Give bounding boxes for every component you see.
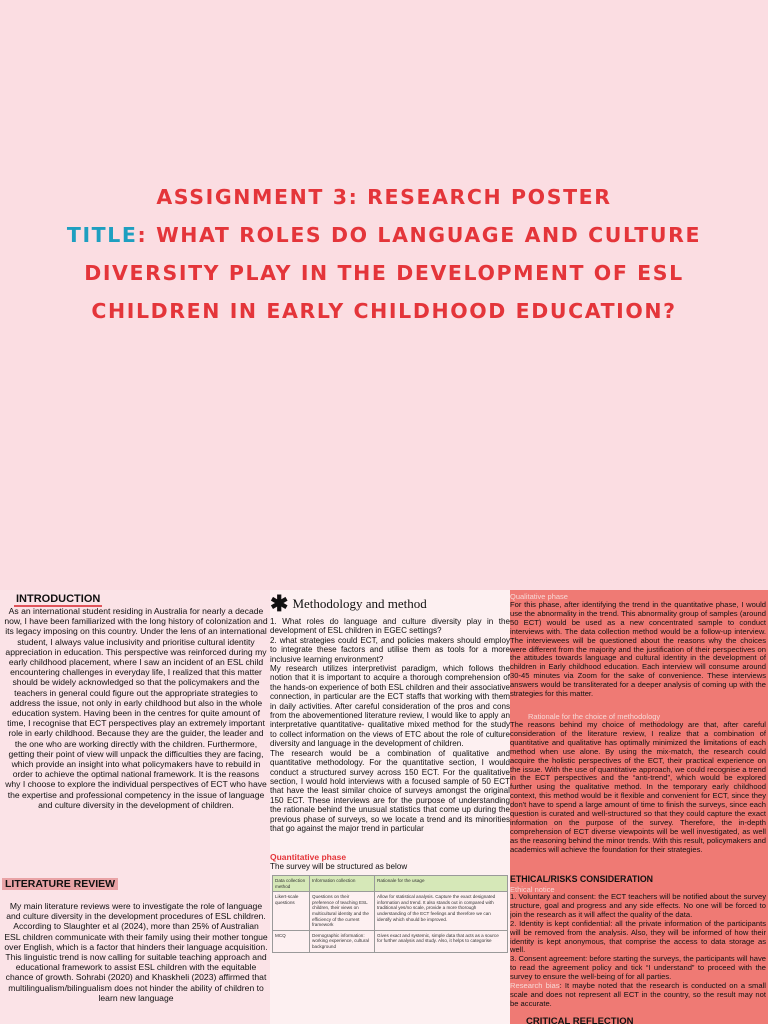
- research-bias: [510, 982, 766, 1009]
- table-row: [273, 892, 508, 931]
- literature-review-text: My main literature reviews were to investigate the role of language and culture diversity in the development procedures of ESL children. According to Slaughter et al (2024), more than 25% of Australian ESL children communicate with their family using their mother tongue over English, which is a factor that hinders their language acquisition. This linguistic trend is now calling for suitable teaching approach and educational framework to assist ESL children with the equitable chance of growth. Sohrabi (2020) and Khaskheli (2023) affirmed that multilingualism/bilingualism does not hinder the ability of children to learn new language: [4, 901, 268, 1003]
- right-column: [510, 590, 768, 1024]
- critical-reflection-heading: CRITICAL REFLECTION: [526, 1016, 634, 1024]
- research-bias-label: Research bias: [510, 981, 560, 991]
- methodology-text: 1. What roles do language and culture diversity play in the development of ESL children in EGEC settings? 2. what strategies could ECT, and policies makers should employ to integrate these factors and utilise them as tools for a more inclusive learning environment? My research utilizes interpretivist paradigm, which follows the notion that it is important to acquire a thorough comprehension of the hands-on experience of both ESL children and their associative connection, in particular are the ECT staffs that working with them in daily activities. After careful consideration of the pros and cons from the abovementioned literature review, I would like to apply an interpretative quantitative- qualitative mixed method for the study to collect information on the views of ETC about the role of culture diversity and language in the development of children. The research would be a combination of qualitative and quantitative methodology. For the quantitative section, I would conduct a structured survey across 150 ECT. For the qualitative section, I would hold interviews with a focused sample of 50 ECT that have the least similar choice of surveys amongst the original 150 ECT. These interviews are for the purpose of understanding the rationale behind the unusual statistics that come up during the previous phase of surveys, so we locate a trend and its minorities that go against the major trend in particular: [270, 617, 510, 833]
- methodology-heading: Methodology and method: [292, 596, 427, 611]
- survey-table: [272, 875, 508, 953]
- ethics-item: 2. Identity is kept confidential: all the private information of the participants will be removed from the analysis. Also, they will be informed of how their identity is kept anonymous, that comprise the access to data storage as well.: [510, 918, 766, 955]
- methodology-header: [270, 591, 427, 616]
- rationale-heading: Rationale for the choice of methodology: [528, 712, 661, 721]
- table-cell: Questions on their preference of teaching ESL children, their views on multicultural identity and the efficiency of the current framework: [310, 892, 375, 931]
- qualitative-text: For this phase, after identifying the trend in the quantitative phase, I would use the abnormality in the trend. This abnormality group of samples (around 50 ECT) would be used as a new concentrated sample to conduct interviews with. The data collection method would be a follow-up interview. The interviewees will be questioned about the reasons why the choices were different from the majority and the justification of their perspectives on the attitudes towards language and cultural identity in the development of children in Early childhood education. Each interview will consume around 30-45 minutes via Zoom for the sake of convenience. These interviews answers would be transliterated for a deeper analysis of coming up with the strategies for this matter.: [510, 600, 766, 699]
- research-question-title: : WHAT ROLES DO LANGUAGE AND CULTURE DIVERSITY PLAY IN THE DEVELOPMENT OF ESL CHILDREN IN EARLY CHILDHOOD EDUCATION?: [84, 223, 702, 323]
- table-row: [273, 930, 508, 952]
- table-cell: Allow for statistical analysis. Capture the exact designated information and trend. It also stands out in compared with traditional yes/no scale, provide a more thorough understanding of the ECT feelings and therefore we can identify which should be improved.: [375, 892, 508, 931]
- middle-column: [270, 590, 510, 1024]
- assignment-label: ASSIGNMENT 3: RESEARCH POSTER: [156, 185, 612, 209]
- table-header-cell: Data collection method: [273, 876, 310, 892]
- table-header-row: [273, 876, 508, 892]
- ethics-list: [510, 893, 766, 1009]
- table-header-cell: Rationale for the usage: [375, 876, 508, 892]
- rationale-text: The reasons behind my choice of methodology are that, after careful consideration of the literature review, I realize that a combination of quantitative and qualitative has optimally minimized the limitations of each method when use alone. By using the mix-match, the research could acquire the holistic perspectives of the ECT, their practical experience on the issue. With the use of quantitative approach, we could recognise a trend in the ECT perspectives and the “anti-trend”, which would be explored further using the qualitative method. In the temporary early childhood context, this method would be it flexible and convenient for ECT, since they don't have to spend a large amount of time to finish the surveys, since each question is curated and well-structured so that they could capture the exact information on the purpose of the survey. Therefore, the in-depth comprehension of ECT diverse viewpoints will be well investigated, as well as the reasoning behind the minor trends. With this result, policymakers and academics will achieve the foundation for their strategies.: [510, 720, 766, 854]
- title-keyword: TITLE: [66, 223, 138, 247]
- introduction-heading: INTRODUCTION: [16, 593, 101, 605]
- table-header-cell: Information collection: [310, 876, 375, 892]
- qualitative-heading: Qualitative phase: [510, 592, 568, 601]
- quantitative-intro: The survey will be structured as below: [270, 862, 408, 871]
- quantitative-heading: Quantitative phase: [270, 852, 347, 862]
- literature-review-heading: LITERATURE REVIEW: [2, 878, 118, 890]
- poster-title: [60, 178, 708, 330]
- table-cell: MCQ: [273, 930, 310, 952]
- table-cell: Demographic information: working experience, cultural background: [310, 930, 375, 952]
- ethics-item: 1. Voluntary and consent: the ECT teachers will be notified about the survey structure, goal and progress and any side effects. No one will be forced to join the research as it will affect the quality of the data.: [510, 892, 766, 919]
- ethics-subheading: Ethical notice: [510, 885, 555, 894]
- ethics-heading: ETHICAL/RISKS CONSIDERATION: [510, 874, 654, 884]
- ethics-item: 3. Consent agreement: before starting the surveys, the participants will have to read the agreement policy and tick “I understand” to proceed with the survey to ensure the well-being of for all parties.: [510, 954, 766, 982]
- table-cell: Likert-scale questions: [273, 892, 310, 931]
- table-cell: Gives exact and systemic, simple data that acts as a source for further analysis and study. Also, it helps to categorise: [375, 930, 508, 952]
- left-column: [0, 590, 270, 1024]
- introduction-text: As an international student residing in Australia for nearly a decade now, I have been familiarized with the long history of colonization and its legacy imposing on this country. Under the lens of an international student, I always value inclusivity and prioritise cultural identity appreciation in education. This perspective was reinforced during my early childhood placement, where I saw an incident of an ESL child encountering challenges in everyday life, I realized that this matter should be widely acknowledged so that the policymakers and the teachers in general could figure out the appropriate strategies to address the issue, not only in early childhood but also in the whole education system. Having been in the centres for quite amount of time, I recognise that ECT perspectives play an extremely important role in early childhood. Because they are the guider, the leader and the one who are working directly with the children. Furthermore, getting their point of view will unpack the difficulties they are facing, which provide an insight into what policymakers have to rebuild in order to achieve the optimal national framework. It is the reasons why I choose to explore the individual perspectives of ECT who have the expertise and professional competency in the issue of language and culture diversity in the development of children.: [4, 606, 268, 810]
- asterisk-icon: ✱: [270, 591, 289, 616]
- research-bias-text: : It maybe noted that the research is conducted on a small scale and does not represent all ECT in the country, so the result may not be accurate.: [510, 981, 766, 1008]
